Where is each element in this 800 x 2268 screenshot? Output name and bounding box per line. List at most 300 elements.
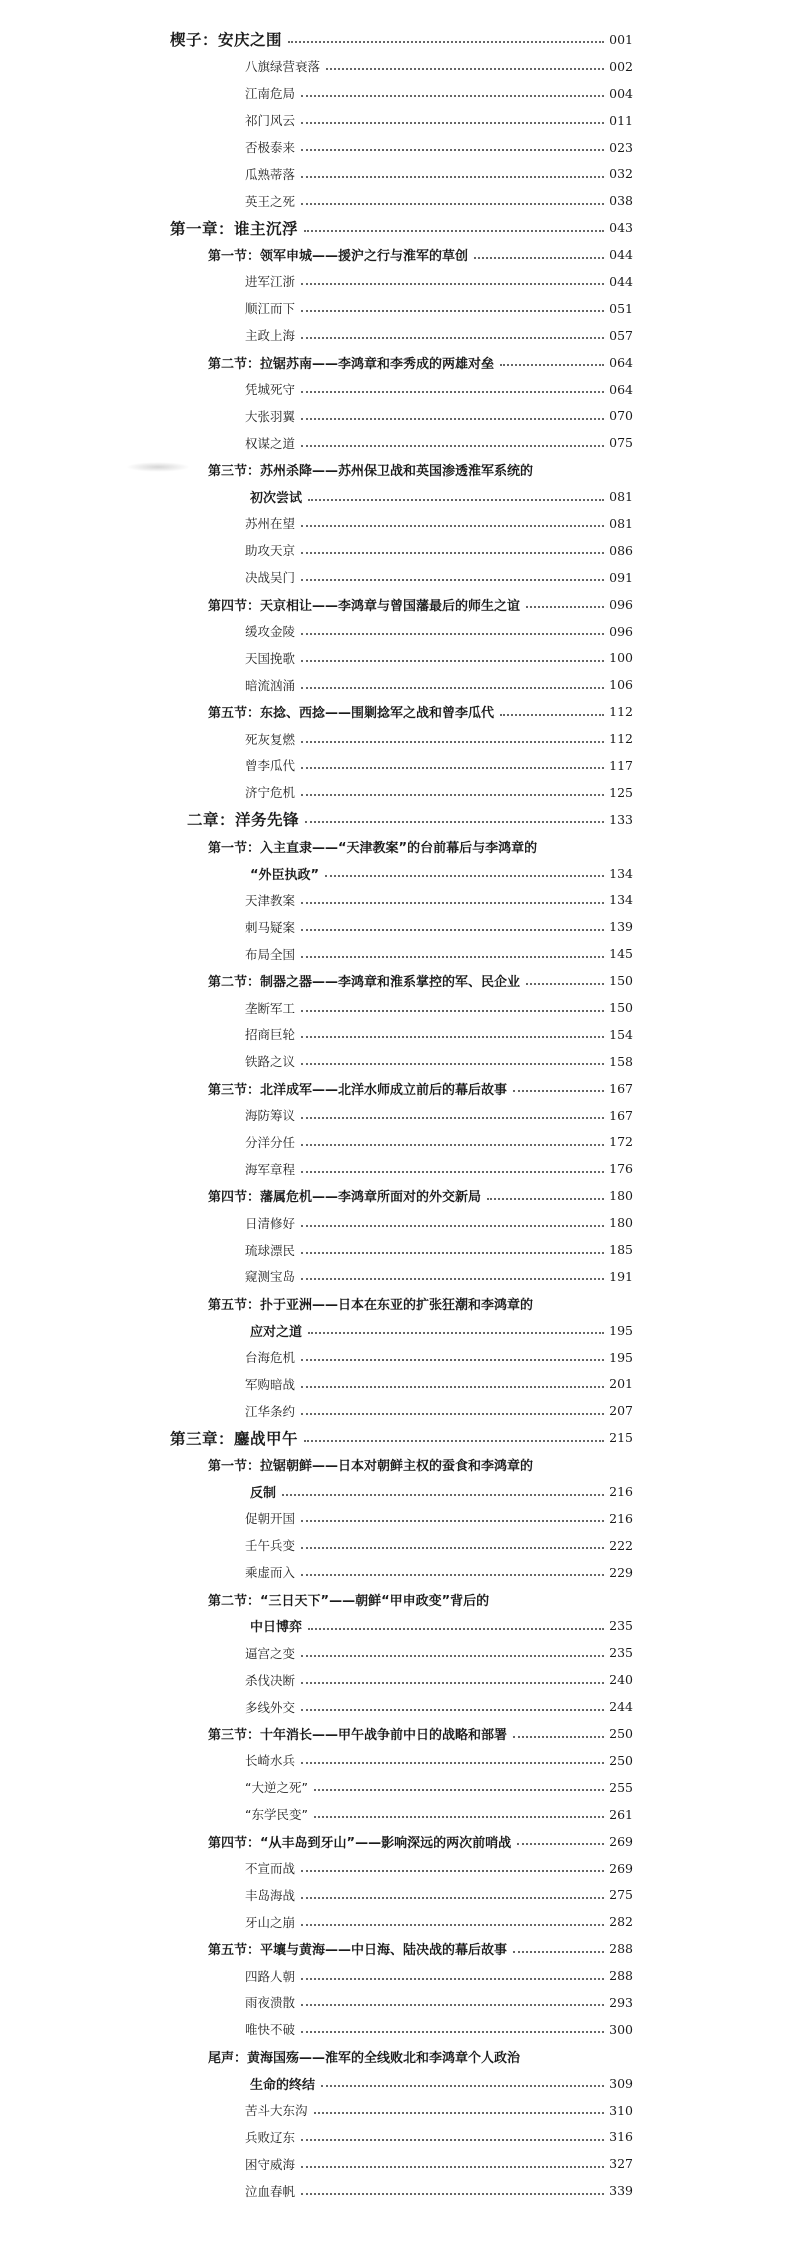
page-number: 145 xyxy=(609,946,633,962)
toc-entry-title: 大张羽翼 xyxy=(245,407,299,425)
toc-item-row xyxy=(0,1209,633,1236)
dot-leader xyxy=(301,794,604,796)
page-number: 043 xyxy=(609,220,633,236)
page-number: 064 xyxy=(609,381,633,397)
page-number: 282 xyxy=(609,1914,633,1930)
toc-chapter-row xyxy=(0,214,633,241)
table-of-contents xyxy=(0,26,800,2204)
dot-leader xyxy=(301,1682,604,1684)
toc-entry-title: 顺江而下 xyxy=(245,299,299,317)
dot-leader xyxy=(500,714,604,716)
page-number: 091 xyxy=(609,569,633,585)
page-number: 032 xyxy=(609,166,633,182)
toc-item-row xyxy=(0,1855,633,1882)
page-number: 057 xyxy=(609,327,633,343)
dot-leader xyxy=(305,821,604,823)
toc-sec-only-row xyxy=(0,833,800,860)
page-number: 081 xyxy=(609,515,633,531)
page-number: 180 xyxy=(609,1215,633,1231)
toc-entry-title: 二章：洋务先锋 xyxy=(187,808,303,830)
dot-leader xyxy=(304,1440,604,1442)
dot-leader xyxy=(513,1951,604,1953)
toc-entry-title: 进军江浙 xyxy=(245,272,299,290)
page-number: 044 xyxy=(609,273,633,289)
page-number: 176 xyxy=(609,1161,633,1177)
toc-item-row xyxy=(0,268,633,295)
toc-item-row xyxy=(0,1048,633,1075)
dot-leader xyxy=(326,68,604,70)
toc-sec-only-row xyxy=(0,1290,800,1317)
toc-entry-title: 天国挽歌 xyxy=(245,649,299,667)
toc-entry-title: “东学民变” xyxy=(245,1805,312,1823)
dot-leader xyxy=(301,1386,604,1388)
dot-leader xyxy=(301,203,604,205)
toc-item-row xyxy=(0,1639,633,1666)
toc-item-row xyxy=(0,671,633,698)
dot-leader xyxy=(301,1359,604,1361)
toc-chapter-row xyxy=(0,806,633,833)
toc-section-row xyxy=(0,1720,633,1747)
toc-chapter-row xyxy=(0,26,633,53)
page-number: 300 xyxy=(609,2021,633,2037)
toc-entry-title: 死灰复燃 xyxy=(245,730,299,748)
page-number: 255 xyxy=(609,1779,633,1795)
toc-entry-title: 多线外交 xyxy=(245,1698,299,1716)
toc-entry-title: 助攻天京 xyxy=(245,541,299,559)
toc-item-row xyxy=(0,2150,633,2177)
dot-leader xyxy=(301,2031,604,2033)
page-number: 044 xyxy=(609,247,633,263)
toc-entry-title: 八旗绿营衰落 xyxy=(245,57,324,75)
dot-leader xyxy=(301,956,604,958)
toc-entry-title: 牙山之崩 xyxy=(245,1913,299,1931)
dot-leader xyxy=(301,310,604,312)
dot-leader xyxy=(487,1198,604,1200)
toc-section-row xyxy=(0,1828,633,1855)
page-number: 216 xyxy=(609,1510,633,1526)
page-number: 269 xyxy=(609,1833,633,1849)
toc-chapter-row xyxy=(0,1424,633,1451)
page-number: 185 xyxy=(609,1242,633,1258)
toc-item-row xyxy=(0,2016,633,2043)
toc-item-row xyxy=(0,107,633,134)
page-number: 288 xyxy=(609,1968,633,1984)
page-number: 023 xyxy=(609,139,633,155)
page-number: 235 xyxy=(609,1618,633,1634)
dot-leader xyxy=(314,2112,604,2114)
toc-section-row xyxy=(0,1182,633,1209)
toc-item-row xyxy=(0,725,633,752)
toc-entry-title: 第三节：苏州杀降——苏州保卫战和英国渗透淮军系统的 xyxy=(208,460,537,479)
dot-leader xyxy=(301,1655,604,1657)
toc-entry-title: 主政上海 xyxy=(245,326,299,344)
toc-entry-title: 招商巨轮 xyxy=(245,1025,299,1043)
dot-leader xyxy=(301,283,604,285)
dot-leader xyxy=(301,1924,604,1926)
toc-entry-title: 海军章程 xyxy=(245,1160,299,1178)
dot-leader xyxy=(301,1225,604,1227)
toc-entry-title: 否极泰来 xyxy=(245,138,299,156)
toc-entry-title: 海防筹议 xyxy=(245,1106,299,1124)
page-number: 004 xyxy=(609,85,633,101)
toc-cont-row xyxy=(0,860,633,887)
toc-entry-title: 壬午兵变 xyxy=(245,1536,299,1554)
toc-entry-title: 第一节：领军申城——援沪之行与淮军的草创 xyxy=(208,245,472,264)
toc-section-row xyxy=(0,1075,633,1102)
page-number: 250 xyxy=(609,1726,633,1742)
toc-entry-title: 英王之死 xyxy=(245,192,299,210)
page-number: 244 xyxy=(609,1699,633,1715)
toc-entry-title: 不宣而战 xyxy=(245,1859,299,1877)
toc-item-row xyxy=(0,537,633,564)
toc-entry-title: 凭城死守 xyxy=(245,380,299,398)
toc-item-row xyxy=(0,644,633,671)
page-number: 310 xyxy=(609,2102,633,2118)
toc-entry-title: 尾声：黄海国殇——淮军的全线败北和李鸿章个人政治 xyxy=(208,2047,524,2066)
page-number: 195 xyxy=(609,1322,633,1338)
dot-leader xyxy=(301,660,604,662)
toc-entry-title: 决战吴门 xyxy=(245,568,299,586)
toc-item-row xyxy=(0,510,633,537)
page-number: 180 xyxy=(609,1188,633,1204)
dot-leader xyxy=(301,552,604,554)
toc-item-row xyxy=(0,160,633,187)
page-number: 327 xyxy=(609,2156,633,2172)
toc-item-row xyxy=(0,1155,633,1182)
page-number: 011 xyxy=(609,112,633,128)
dot-leader xyxy=(282,1494,604,1496)
toc-item-row xyxy=(0,1989,633,2016)
page-number: 096 xyxy=(609,596,633,612)
dot-leader xyxy=(301,95,604,97)
toc-item-row xyxy=(0,429,633,456)
toc-section-row xyxy=(0,698,633,725)
toc-item-row xyxy=(0,779,633,806)
dot-leader xyxy=(301,1171,604,1173)
dot-leader xyxy=(301,929,604,931)
toc-sec-only-row xyxy=(0,456,800,483)
toc-item-row xyxy=(0,1532,633,1559)
page-number: 100 xyxy=(609,650,633,666)
dot-leader xyxy=(308,1628,604,1630)
dot-leader xyxy=(526,606,604,608)
page-number: 154 xyxy=(609,1026,633,1042)
page-number: 112 xyxy=(609,704,633,720)
page-number: 001 xyxy=(609,31,633,47)
page-number: 134 xyxy=(609,892,633,908)
dot-leader xyxy=(301,445,604,447)
toc-entry-title: 江华条约 xyxy=(245,1402,299,1420)
toc-entry-title: 初次尝试 xyxy=(250,487,306,506)
toc-item-row xyxy=(0,402,633,429)
dot-leader xyxy=(301,741,604,743)
toc-item-row xyxy=(0,1129,633,1156)
dot-leader xyxy=(513,1736,604,1738)
dot-leader xyxy=(301,687,604,689)
page-number: 081 xyxy=(609,489,633,505)
toc-entry-title: 第四节：天京相让——李鸿章与曾国藩最后的师生之谊 xyxy=(208,595,524,614)
page-number: 293 xyxy=(609,1994,633,2010)
page-number: 207 xyxy=(609,1403,633,1419)
toc-section-row xyxy=(0,967,633,994)
page-number: 275 xyxy=(609,1887,633,1903)
toc-entry-title: 雨夜溃散 xyxy=(245,1993,299,2011)
toc-entry-title: 楔子：安庆之围 xyxy=(170,28,286,50)
toc-item-row xyxy=(0,295,633,322)
toc-entry-title: 应对之道 xyxy=(250,1321,306,1340)
toc-entry-title: 铁路之议 xyxy=(245,1052,299,1070)
dot-leader xyxy=(301,1762,604,1764)
toc-item-row xyxy=(0,1397,633,1424)
page-number: 064 xyxy=(609,354,633,370)
page-number: 269 xyxy=(609,1860,633,1876)
dot-leader xyxy=(288,41,604,43)
toc-item-row xyxy=(0,1774,633,1801)
toc-entry-title: 生命的终结 xyxy=(250,2074,319,2093)
toc-item-row xyxy=(0,1371,633,1398)
page-number: 096 xyxy=(609,623,633,639)
dot-leader xyxy=(500,364,604,366)
dot-leader xyxy=(301,579,604,581)
toc-entry-title: 逼宫之变 xyxy=(245,1644,299,1662)
page-number: 201 xyxy=(609,1376,633,1392)
page-number: 070 xyxy=(609,408,633,424)
page-number: 167 xyxy=(609,1107,633,1123)
page-number: 150 xyxy=(609,1000,633,1015)
toc-entry-title: 布局全国 xyxy=(245,945,299,963)
toc-entry-title: 第一章：谁主沉浮 xyxy=(170,217,302,239)
page-number: 075 xyxy=(609,435,633,451)
toc-entry-title: 困守威海 xyxy=(245,2155,299,2173)
toc-entry-title: 促朝开国 xyxy=(245,1509,299,1527)
toc-sec-only-row xyxy=(0,1586,800,1613)
toc-item-row xyxy=(0,1344,633,1371)
toc-entry-title: 祁门风云 xyxy=(245,111,299,129)
toc-entry-title: 兵败辽东 xyxy=(245,2128,299,2146)
page-number: 125 xyxy=(609,784,633,800)
dot-leader xyxy=(474,257,604,259)
dot-leader xyxy=(301,1547,604,1549)
toc-cont-row xyxy=(0,1317,633,1344)
toc-entry-title: 曾李瓜代 xyxy=(245,756,299,774)
dot-leader xyxy=(301,633,604,635)
dot-leader xyxy=(301,149,604,151)
dot-leader xyxy=(301,2139,604,2141)
toc-item-row xyxy=(0,1908,633,1935)
dot-leader xyxy=(314,1816,604,1818)
toc-entry-title: 琉球漂民 xyxy=(245,1241,299,1259)
page-number: 167 xyxy=(609,1080,633,1096)
toc-entry-title: 江南危局 xyxy=(245,84,299,102)
dot-leader xyxy=(314,1789,604,1791)
toc-item-row xyxy=(0,1236,633,1263)
toc-entry-title: 第三章：鏖战甲午 xyxy=(170,1427,302,1449)
toc-entry-title: 中日博弈 xyxy=(250,1616,306,1635)
toc-item-row xyxy=(0,1693,633,1720)
toc-item-row xyxy=(0,134,633,161)
toc-entry-title: 台海危机 xyxy=(245,1348,299,1366)
dot-leader xyxy=(301,1897,604,1899)
dot-leader xyxy=(517,1843,604,1845)
toc-entry-title: 日清修好 xyxy=(245,1214,299,1232)
toc-entry-title: 缓攻金陵 xyxy=(245,622,299,640)
page-number: 117 xyxy=(609,757,633,773)
toc-item-row xyxy=(0,2097,633,2124)
toc-entry-title: “外臣执政” xyxy=(250,864,323,883)
toc-sec-only-row xyxy=(0,2043,800,2070)
toc-entry-title: 第三节：十年消长——甲午战争前中日的战略和部署 xyxy=(208,1724,511,1743)
toc-item-row xyxy=(0,322,633,349)
dot-leader xyxy=(301,1144,604,1146)
dot-leader xyxy=(301,1278,604,1280)
toc-item-row xyxy=(0,1505,633,1532)
toc-item-row xyxy=(0,994,633,1021)
toc-item-row xyxy=(0,1102,633,1129)
toc-entry-title: 长崎水兵 xyxy=(245,1751,299,1769)
toc-entry-title: 苦斗大东沟 xyxy=(245,2101,312,2119)
toc-entry-title: 军购暗战 xyxy=(245,1375,299,1393)
dot-leader xyxy=(301,902,604,904)
dot-leader xyxy=(301,1252,604,1254)
dot-leader xyxy=(308,499,604,501)
toc-item-row xyxy=(0,2177,633,2204)
toc-entry-title: 反制 xyxy=(250,1482,280,1501)
page-number: 158 xyxy=(609,1053,633,1069)
toc-item-row xyxy=(0,913,633,940)
toc-entry-title: 泣血春帆 xyxy=(245,2182,299,2200)
page-number: 215 xyxy=(609,1430,633,1446)
page-number: 086 xyxy=(609,542,633,558)
toc-item-row xyxy=(0,887,633,914)
toc-entry-title: 唯快不破 xyxy=(245,2020,299,2038)
page-number: 038 xyxy=(609,193,633,209)
dot-leader xyxy=(301,1413,604,1415)
dot-leader xyxy=(301,1574,604,1576)
toc-entry-title: 第三节：北洋成军——北洋水师成立前后的幕后故事 xyxy=(208,1079,511,1098)
dot-leader xyxy=(301,1010,604,1012)
dot-leader xyxy=(301,1036,604,1038)
toc-entry-title: 济宁危机 xyxy=(245,783,299,801)
page-number: 288 xyxy=(609,1941,633,1957)
dot-leader xyxy=(301,176,604,178)
page-number: 235 xyxy=(609,1645,633,1661)
toc-entry-title: 第二节：制器之器——李鸿章和淮系掌控的军、民企业 xyxy=(208,971,524,990)
toc-cont-row xyxy=(0,2070,633,2097)
dot-leader xyxy=(301,1709,604,1711)
dot-leader xyxy=(301,525,604,527)
toc-section-row xyxy=(0,1935,633,1962)
toc-entry-title: 权谋之道 xyxy=(245,434,299,452)
toc-item-row xyxy=(0,940,633,967)
toc-item-row xyxy=(0,80,633,107)
toc-item-row xyxy=(0,1559,633,1586)
dot-leader xyxy=(513,1090,604,1092)
toc-item-row xyxy=(0,53,633,80)
toc-entry-title: 窥测宝岛 xyxy=(245,1267,299,1285)
toc-entry-title: 暗流汹涌 xyxy=(245,676,299,694)
page-number: 250 xyxy=(609,1752,633,1768)
toc-cont-row xyxy=(0,1478,633,1505)
toc-item-row xyxy=(0,1263,633,1290)
toc-section-row xyxy=(0,241,633,268)
page-number: 133 xyxy=(609,811,633,827)
dot-leader xyxy=(321,2085,604,2087)
dot-leader xyxy=(325,875,604,877)
dot-leader xyxy=(301,2193,604,2195)
toc-entry-title: 四路人朝 xyxy=(245,1967,299,1985)
page-number: 309 xyxy=(609,2075,633,2091)
page-number: 002 xyxy=(609,58,633,74)
toc-item-row xyxy=(0,1666,633,1693)
toc-entry-title: 第五节：扑于亚洲——日本在东亚的扩张狂潮和李鸿章的 xyxy=(208,1294,537,1313)
toc-entry-title: 第五节：东捻、西捻——围剿捻军之战和曾李瓜代 xyxy=(208,702,498,721)
toc-cont-row xyxy=(0,1613,633,1640)
page-number: 172 xyxy=(609,1134,633,1150)
page-number: 216 xyxy=(609,1484,633,1500)
toc-entry-title: 第四节：藩属危机——李鸿章所面对的外交新局 xyxy=(208,1186,485,1205)
toc-section-row xyxy=(0,591,633,618)
page-number: 222 xyxy=(609,1537,633,1553)
toc-sec-only-row xyxy=(0,1451,800,1478)
toc-entry-title: “大逆之死” xyxy=(245,1778,312,1796)
page-number: 240 xyxy=(609,1672,633,1688)
page-number: 150 xyxy=(609,973,633,989)
toc-item-row xyxy=(0,187,633,214)
toc-entry-title: 第二节：“三日天下”——朝鲜“甲申政变”背后的 xyxy=(208,1590,493,1609)
toc-item-row xyxy=(0,1801,633,1828)
page-number: 191 xyxy=(609,1268,633,1284)
dot-leader xyxy=(301,1117,604,1119)
dot-leader xyxy=(308,1332,604,1334)
dot-leader xyxy=(301,1870,604,1872)
dot-leader xyxy=(301,1063,604,1065)
toc-entry-title: 杀伐决断 xyxy=(245,1671,299,1689)
dot-leader xyxy=(301,391,604,393)
toc-entry-title: 分洋分任 xyxy=(245,1133,299,1151)
toc-entry-title: 第二节：拉锯苏南——李鸿章和李秀成的两雄对垒 xyxy=(208,353,498,372)
toc-entry-title: 天津教案 xyxy=(245,891,299,909)
toc-entry-title: 垄断军工 xyxy=(245,999,299,1017)
page-number: 339 xyxy=(609,2183,633,2199)
page-number: 134 xyxy=(609,865,633,881)
toc-entry-title: 第一节：拉锯朝鲜——日本对朝鲜主权的蚕食和李鸿章的 xyxy=(208,1455,537,1474)
page-number: 316 xyxy=(609,2129,633,2145)
dot-leader xyxy=(301,122,604,124)
toc-entry-title: 刺马疑案 xyxy=(245,918,299,936)
dot-leader xyxy=(301,1978,604,1980)
toc-item-row xyxy=(0,1962,633,1989)
toc-section-row xyxy=(0,349,633,376)
toc-item-row xyxy=(0,1747,633,1774)
toc-cont-row xyxy=(0,483,633,510)
toc-item-row xyxy=(0,1881,633,1908)
toc-item-row xyxy=(0,618,633,645)
dot-leader xyxy=(526,983,604,985)
page-number: 261 xyxy=(609,1806,633,1822)
page-number: 112 xyxy=(609,731,633,747)
toc-entry-title: 乘虚而入 xyxy=(245,1563,299,1581)
toc-item-row xyxy=(0,1021,633,1048)
toc-item-row xyxy=(0,2123,633,2150)
dot-leader xyxy=(301,418,604,420)
page-number: 051 xyxy=(609,300,633,316)
page-number: 195 xyxy=(609,1349,633,1365)
page-number: 139 xyxy=(609,919,633,935)
page-number: 229 xyxy=(609,1564,633,1580)
dot-leader xyxy=(301,337,604,339)
toc-item-row xyxy=(0,564,633,591)
toc-entry-title: 瓜熟蒂落 xyxy=(245,165,299,183)
